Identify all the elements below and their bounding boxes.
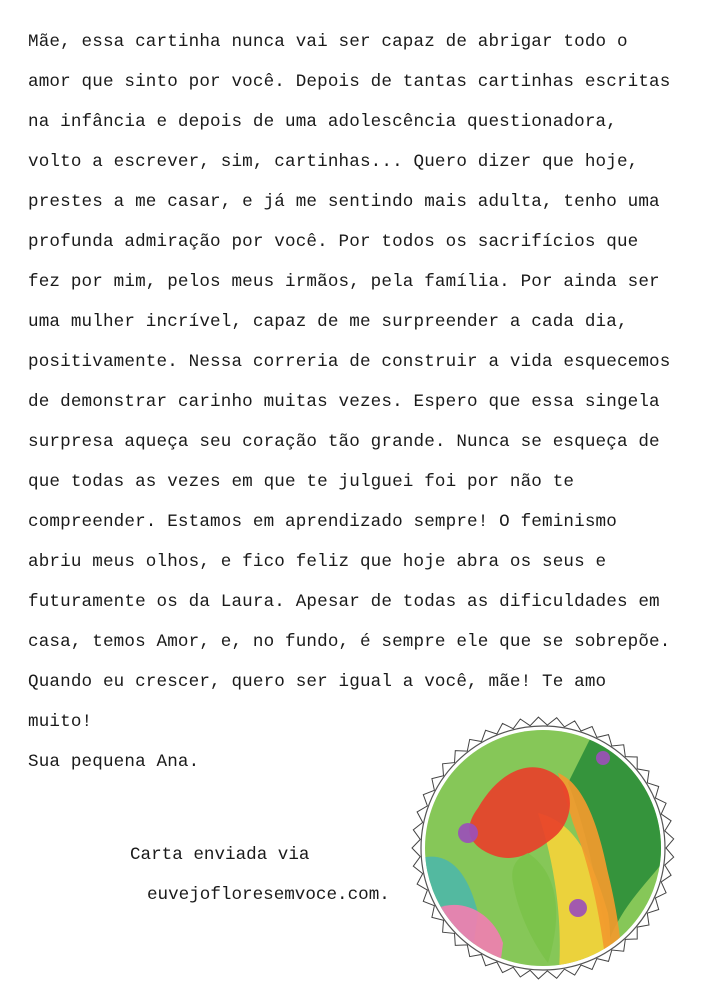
letter-line: futuramente os da Laura. Apesar de todas as dificuldades em bbox=[28, 592, 660, 612]
letter-body bbox=[28, 22, 696, 782]
letter-signature: Sua pequena Ana. bbox=[28, 752, 200, 772]
letter-line: uma mulher incrível, capaz de me surpreender a cada dia, bbox=[28, 312, 628, 332]
letter-line: de demonstrar carinho muitas vezes. Espero que essa singela bbox=[28, 392, 660, 412]
letter-line: prestes a me casar, e já me sentindo mais adulta, tenho uma bbox=[28, 192, 660, 212]
letter-line: que todas as vezes em que te julguei foi por não te bbox=[28, 472, 575, 492]
letter-line: compreender. Estamos em aprendizado sempre! O feminismo bbox=[28, 512, 617, 532]
letter-line: casa, temos Amor, e, no fundo, é sempre ele que se sobrepõe. bbox=[28, 632, 671, 652]
letter-line: abriu meus olhos, e fico feliz que hoje abra os seus e bbox=[28, 552, 607, 572]
letter-line: muito! bbox=[28, 712, 93, 732]
letter-line: surpresa aqueça seu coração tão grande. Nunca se esqueça de bbox=[28, 432, 660, 452]
footer-website: euvejofloresemvoce.com. bbox=[147, 885, 390, 905]
letter-line: fez por mim, pelos meus irmãos, pela família. Por ainda ser bbox=[28, 272, 660, 292]
letter-line: Mãe, essa cartinha nunca vai ser capaz de abrigar todo o bbox=[28, 32, 628, 52]
letter-line: na infância e depois de uma adolescência questionadora, bbox=[28, 112, 617, 132]
footer-sent-via: Carta enviada via bbox=[130, 845, 310, 865]
letter-line: volto a escrever, sim, cartinhas... Quero dizer que hoje, bbox=[28, 152, 639, 172]
stamp-painting bbox=[408, 713, 678, 983]
letter-line: Quando eu crescer, quero ser igual a você, mãe! Te amo bbox=[28, 672, 607, 692]
letter-line: amor que sinto por você. Depois de tantas cartinhas escritas bbox=[28, 72, 671, 92]
painted-flower-stamp-icon bbox=[408, 713, 678, 983]
letter-line: profunda admiração por você. Por todos os sacrifícios que bbox=[28, 232, 639, 252]
letter-line: positivamente. Nessa correria de construir a vida esquecemos bbox=[28, 352, 671, 372]
